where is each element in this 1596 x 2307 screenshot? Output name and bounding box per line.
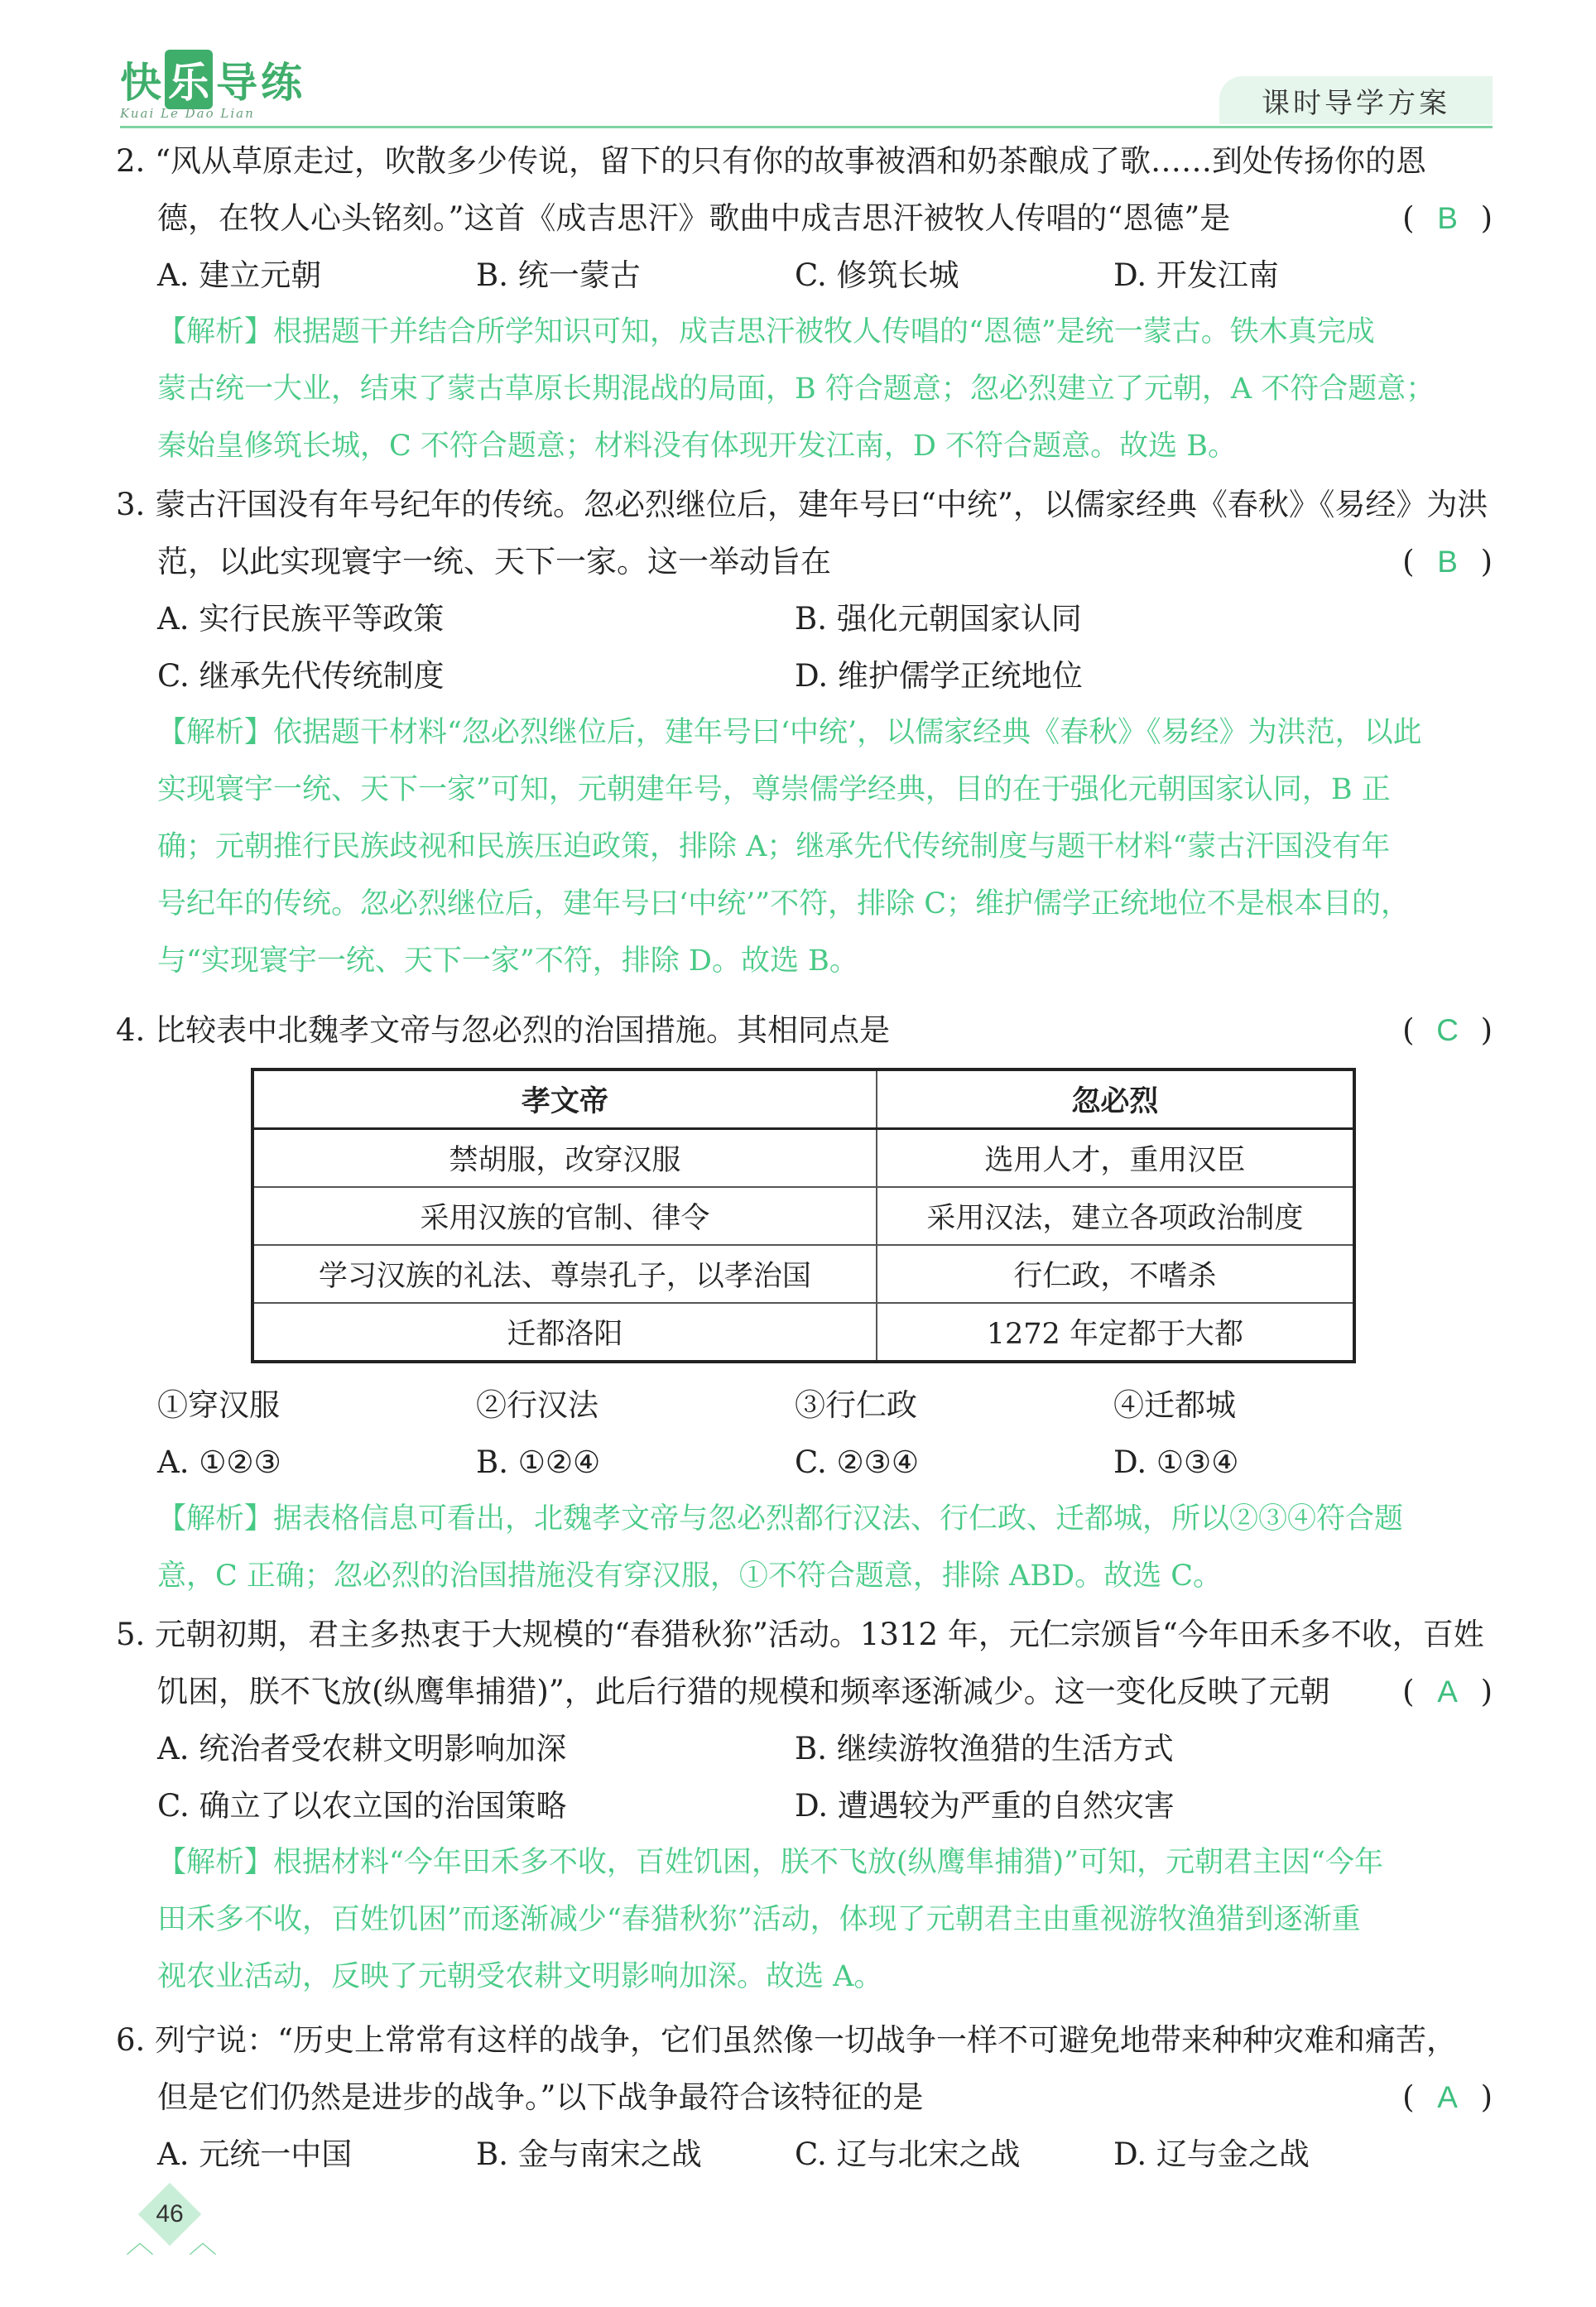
option-b: B. 统一蒙古 [476,257,641,293]
question-6 [116,2011,1493,2183]
explanation-line: 与“实现寰宇一统、天下一家”不符，排除 D。故选 B。 [157,944,858,978]
question-3 [116,476,1493,990]
table-cell: 采用汉法，建立各项政治制度 [877,1187,1354,1245]
question-line-text: 但是它们仍然是进步的战争。”以下战争最符合该特征的是 [157,2079,924,2115]
item-3: ③行仁政 [795,1387,917,1423]
options-row [116,647,1493,704]
question-line-text: 饥困，朕不飞放(纵鹰隼捕猎)”，此后行猎的规模和频率逐渐减少。这一变化反映了元朝 [157,1674,1330,1709]
logo-char-4: 练 [261,59,302,107]
question-line: 2. “风从草原走过，吹散多少传说，留下的只有你的故事被酒和奶茶酿成了歌……到处传扬你的恩 [116,143,1426,179]
options-row [116,1777,1493,1834]
question-line [116,1663,1493,1720]
explanation-line: 【解析】据表格信息可看出，北魏孝文帝与忽必烈都行汉法、行仁政、迁都城，所以②③④符合题 [157,1502,1404,1536]
item-1: ①穿汉服 [157,1387,280,1423]
logo-char-1: 快 [120,59,161,107]
option-a: A. 建立元朝 [157,257,322,293]
option-c: C. 确立了以农立国的治国策略 [157,1788,567,1824]
option-d: D. 遭遇较为严重的自然灾害 [795,1788,1175,1824]
options-row [116,247,1493,304]
question-4 [116,1002,1493,1059]
explanation-line: 视农业活动，反映了元朝受农耕文明影响加深。故选 A。 [157,1960,883,1993]
option-c: C. ②③④ [795,1444,920,1480]
chevron-up-icon: ︿ [189,2227,217,2260]
option-b: B. 强化元朝国家认同 [795,601,1082,637]
answer-value: A [1437,1675,1458,1709]
page-number: 46 [156,2200,184,2228]
option-c: C. 修筑长城 [795,257,959,293]
question-line [116,2069,1493,2126]
question-line-text: 范，以此实现寰宇一统、天下一家。这一举动旨在 [157,544,831,579]
explanation-line: 意，C 正确；忽必烈的治国措施没有穿汉服，①不符合题意，排除 ABD。故选 C。 [157,1560,1222,1593]
answer-bracket: ( A ) [1402,2069,1493,2126]
items-row [116,1377,1493,1434]
table-row [252,1245,1354,1303]
option-a: A. 实行民族平等政策 [157,601,445,637]
explanation-line: 【解析】根据题干并结合所学知识可知，成吉思汗被牧人传唱的“恩德”是统一蒙古。铁木真完成 [157,315,1375,348]
options-row [116,590,1493,647]
answer-bracket: ( B ) [1402,190,1493,247]
explanation-line: 【解析】依据题干材料“忽必烈继位后，建年号曰‘中统’，以儒家经典《春秋》《易经》为洪范，以此 [157,716,1422,749]
options-row [116,1434,1493,1491]
logo-pinyin: Kuai Le Dao Lian [120,106,255,121]
option-d: D. 开发江南 [1113,257,1279,293]
question-line [116,1002,1493,1059]
table-header-row [252,1069,1354,1129]
answer-bracket: ( A ) [1402,1663,1493,1720]
table-row [252,1129,1354,1188]
table-row [252,1187,1354,1245]
table-row [252,1303,1354,1362]
answer-value: A [1437,2080,1458,2114]
question-4-options [116,1377,1493,1605]
section-tab: 课时导学方案 [1219,76,1493,124]
answer-bracket: ( C ) [1402,1002,1493,1059]
table-cell: 采用汉族的官制、律令 [252,1187,877,1245]
table-cell: 1272 年定都于大都 [877,1303,1354,1362]
answer-bracket: ( B ) [1402,533,1493,590]
option-d: D. ①③④ [1113,1444,1239,1480]
chevron-up-icon: ︿ [126,2227,154,2260]
table-cell: 选用人才，重用汉臣 [877,1129,1354,1188]
item-4: ④迁都城 [1113,1387,1236,1423]
answer-value: C [1436,1013,1459,1047]
option-a: A. 统治者受农耕文明影响加深 [157,1731,567,1766]
question-line-text: 德，在牧人心头铭刻。”这首《成吉思汗》歌曲中成吉思汗被牧人传唱的“恩德”是 [157,200,1231,236]
option-c: C. 继承先代传统制度 [157,658,445,694]
explanation-line: 确；元朝推行民族歧视和民族压迫政策，排除 A；继承先代传统制度与题干材料“蒙古汗国没有年 [157,830,1391,863]
answer-value: B [1437,201,1458,235]
table-cell: 学习汉族的礼法、尊崇孔子，以孝治国 [252,1245,877,1303]
table-cell: 迁都洛阳 [252,1303,877,1362]
option-b: B. 金与南宋之战 [476,2136,702,2172]
answer-value: B [1437,545,1458,579]
question-line [116,190,1493,247]
table-header: 忽必烈 [877,1069,1354,1129]
logo-char-3: 导 [216,59,257,107]
option-d: D. 维护儒学正统地位 [795,658,1083,694]
table-cell: 行仁政，不嗜杀 [877,1245,1354,1303]
explanation-line: 田禾多不收，百姓饥困”而逐渐减少“春猎秋狝”活动，体现了元朝君主由重视游牧渔猎到逐渐重 [157,1903,1361,1936]
explanation-line: 号纪年的传统。忽必烈继位后，建年号曰‘中统’”不符，排除 C；维护儒学正统地位不是根本目的， [157,887,1411,920]
logo-char-2: 乐 [165,50,213,109]
comparison-table [251,1068,1356,1363]
header-rule [120,126,1493,128]
item-2: ②行汉法 [476,1387,598,1423]
option-a: A. 元统一中国 [157,2136,353,2172]
options-row [116,1720,1493,1777]
explanation-line: 实现寰宇一统、天下一家”可知，元朝建年号，尊崇儒学经典，目的在于强化元朝国家认同，B 正 [157,773,1391,806]
table-header: 孝文帝 [252,1069,877,1129]
option-b: B. 继续游牧渔猎的生活方式 [795,1731,1174,1766]
question-line [116,533,1493,590]
question-line: 5. 元朝初期，君主多热衷于大规模的“春猎秋狝”活动。1312 年，元仁宗颁旨“今年田禾多不收，百姓 [116,1617,1484,1652]
question-line: 6. 列宁说：“历史上常常有这样的战争，它们虽然像一切战争一样不可避免地带来种种灾难和痛苦， [116,2022,1457,2058]
logo [120,50,335,128]
option-b: B. ①②④ [476,1444,601,1480]
question-5 [116,1606,1493,2006]
question-2 [116,132,1493,475]
question-line-text: 4. 比较表中北魏孝文帝与忽必烈的治国措施。其相同点是 [116,1012,891,1048]
question-line: 3. 蒙古汗国没有年号纪年的传统。忽必烈继位后，建年号曰“中统”，以儒家经典《春秋》《易经》为洪 [116,487,1488,522]
option-a: A. ①②③ [157,1444,281,1480]
explanation-line: 【解析】根据材料“今年田禾多不收，百姓饥困，朕不飞放(纵鹰隼捕猎)”可知，元朝君主因“今年 [157,1846,1383,1879]
option-c: C. 辽与北宋之战 [795,2136,1021,2172]
explanation-line: 蒙古统一大业，结束了蒙古草原长期混战的局面，B 符合题意；忽必烈建立了元朝，A 不符合题意； [157,372,1435,406]
table-cell: 禁胡服，改穿汉服 [252,1129,877,1188]
option-d: D. 辽与金之战 [1113,2136,1310,2172]
options-row [116,2126,1493,2183]
explanation-line: 秦始皇修筑长城，C 不符合题意；材料没有体现开发江南，D 不符合题意。故选 B。 [157,430,1237,463]
